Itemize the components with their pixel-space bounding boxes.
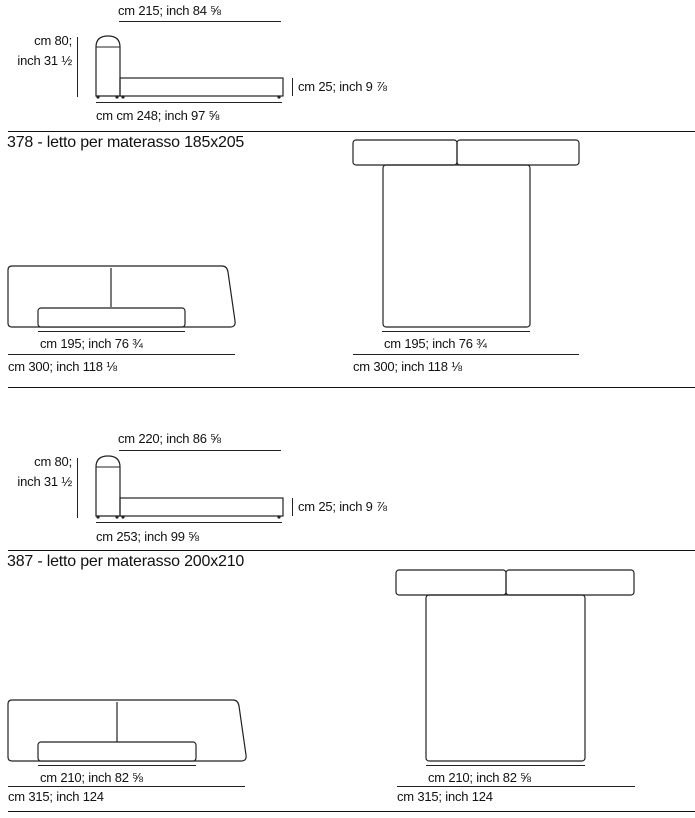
- top-total-width-label-378: cm 300; inch 118 ⅛: [353, 359, 462, 374]
- frame-height-label: cm 25; inch 9 ⅞: [298, 79, 387, 94]
- height-label-cm: cm 80;: [34, 33, 72, 48]
- frame-height-label: cm 25; inch 9 ⅞: [298, 499, 387, 514]
- top-inner-width-line-387: [426, 765, 585, 766]
- front-total-width-label-387: cm 315; inch 124: [8, 789, 104, 804]
- model-378-title: 378 - letto per materasso 185x205: [7, 134, 245, 151]
- front-inner-width-label-387: cm 210; inch 82 ⅝: [40, 770, 143, 785]
- total-length-label: cm 253; inch 99 ⅝: [96, 529, 199, 544]
- front-inner-width-label-378: cm 195; inch 76 ¾: [40, 336, 143, 351]
- top-total-width-label-387: cm 315; inch 124: [397, 789, 493, 804]
- top-inner-width-label-378: cm 195; inch 76 ¾: [384, 336, 487, 351]
- total-length-label: cm cm 248; inch 97 ⅝: [96, 108, 220, 123]
- top-inner-width-label-387: cm 210; inch 82 ⅝: [428, 770, 531, 785]
- top-total-width-line-387: [397, 786, 635, 787]
- section-divider: [8, 811, 695, 812]
- top-length-label: cm 215; inch 84 ⅝: [118, 3, 221, 18]
- height-label-inch: inch 31 ½: [17, 474, 72, 489]
- top-length-label: cm 220; inch 86 ⅝: [118, 431, 221, 446]
- front-total-width-label-378: cm 300; inch 118 ⅛: [8, 359, 117, 374]
- height-label-inch: inch 31 ½: [17, 53, 72, 68]
- height-label-cm: cm 80;: [34, 454, 72, 469]
- model-387-title: 387 - letto per materasso 200x210: [7, 553, 245, 570]
